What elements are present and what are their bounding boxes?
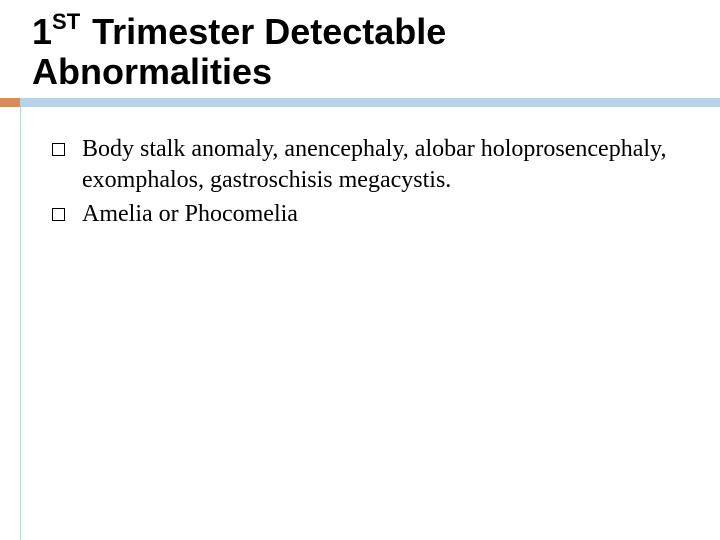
title-text: Trimester Detectable Abnormalities <box>32 11 447 92</box>
bullet-text: Body stalk anomaly, anencephaly, alobar holoprosencephaly, exomphalos, gastroschisis megacystis. <box>82 136 667 193</box>
square-bullet-icon <box>52 143 65 156</box>
slide-title <box>32 9 692 92</box>
bullet-list <box>50 134 670 233</box>
bullet-item <box>50 134 670 196</box>
left-vertical-rule <box>20 98 21 540</box>
title-number: 1 <box>32 11 53 52</box>
square-bullet-icon <box>52 208 65 221</box>
title-divider-rule <box>20 98 720 107</box>
bullet-text: Amelia or Phocomelia <box>82 201 298 227</box>
title-superscript: ST <box>52 9 81 34</box>
bullet-item <box>50 199 670 230</box>
title-accent-bar <box>0 98 20 107</box>
